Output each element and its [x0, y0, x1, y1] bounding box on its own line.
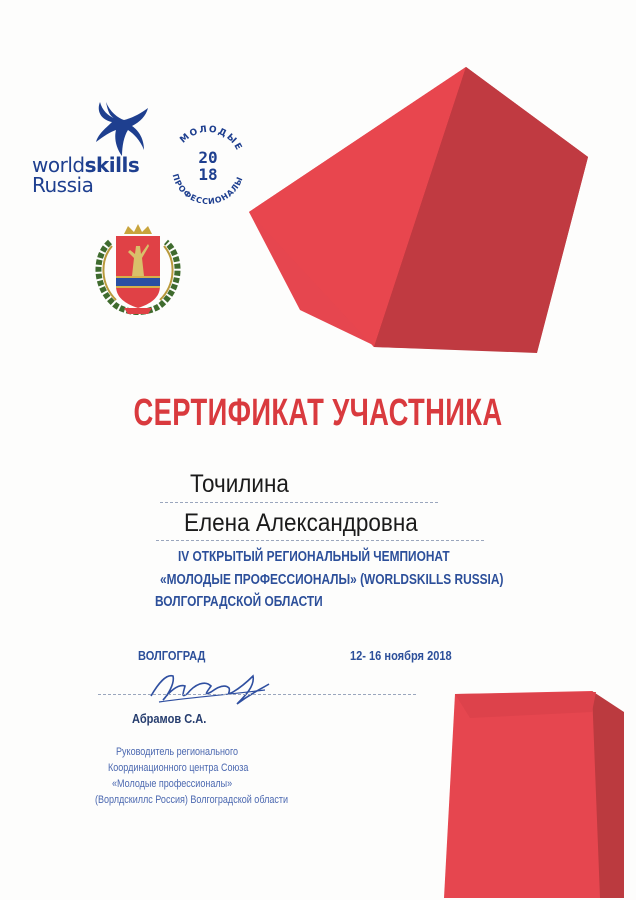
signer-role-line-2: Координационного центра Союза — [108, 762, 249, 774]
event-line-1: IV ОТКРЫТЫЙ РЕГИОНАЛЬНЫЙ ЧЕМПИОНАТ — [178, 549, 450, 565]
event-line-3: ВОЛГОГРАДСКОЙ ОБЛАСТИ — [155, 594, 323, 610]
certificate-title: СЕРТИФИКАТ УЧАСТНИКА — [133, 392, 503, 434]
young-professionals-badge — [162, 118, 254, 210]
volgograd-emblem-icon — [88, 224, 188, 320]
wordmark-prefix: world — [32, 153, 85, 177]
city: ВОЛГОГРАД — [138, 648, 206, 663]
handwritten-signature — [145, 662, 275, 714]
participant-surname: Точилина — [190, 470, 289, 498]
signature-line — [98, 694, 416, 695]
signer-name: Абрамов С.А. — [132, 711, 207, 726]
signer-role-line-3: «Молодые профессионалы» — [112, 778, 233, 790]
event-dates: 12- 16 ноября 2018 — [350, 648, 452, 663]
badge-top-text: МОЛОДЫЕ — [178, 124, 244, 154]
surname-underline — [160, 502, 438, 503]
signer-role-line-1: Руководитель регионального — [116, 746, 239, 758]
event-line-2: «МОЛОДЫЕ ПРОФЕССИОНАЛЫ» (WORLDSKILLS RUSSIA) — [160, 572, 504, 588]
wordmark-russia: Russia — [32, 173, 94, 197]
participant-given-names: Елена Александровна — [184, 509, 418, 537]
badge-bottom-text: ПРОФЕССИОНАЛЫ — [170, 172, 245, 207]
signer-role-line-4: (Ворлдскиллс Россия) Волгоградской области — [95, 794, 289, 806]
badge-year-bottom: 18 — [198, 165, 218, 184]
badge-year-top: 20 — [198, 148, 218, 167]
given-names-underline — [156, 540, 484, 541]
wordmark-skills: skills — [84, 153, 140, 177]
worldskills-wordmark — [32, 155, 139, 195]
